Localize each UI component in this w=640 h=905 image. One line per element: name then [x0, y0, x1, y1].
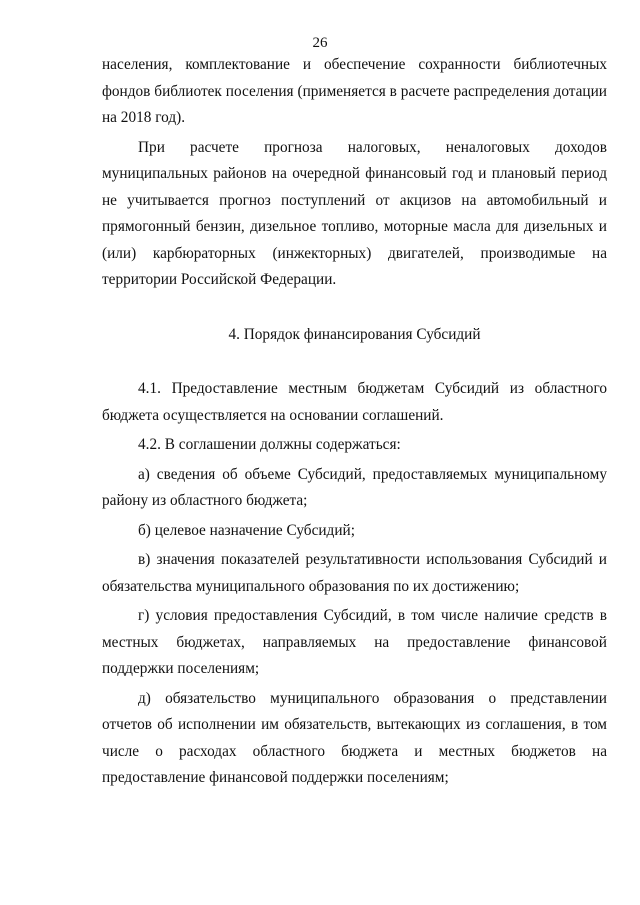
page-number: 26	[312, 35, 328, 51]
list-item-b: б) целевое назначение Субсидий;	[138, 521, 355, 539]
list-item-a: а) сведения об объеме Субсидий, предоставляемых муниципальному району из областного бюджета;	[102, 465, 607, 509]
paragraph-4-2: 4.2. В соглашении должны содержаться:	[138, 436, 401, 453]
list-item-g: г) условия предоставления Субсидий, в том числе наличие средств в местных бюджетах, направляемых на предоставление финансовой поддержки поселениям;	[102, 607, 607, 677]
section-heading: 4. Порядок финансирования Субсидий	[228, 325, 481, 343]
paragraph-continuation: населения, комплектование и обеспечение сохранности библиотечных фондов библиотек поселения (применяется в расчете распределения дотации на 2018 год).	[102, 56, 607, 126]
paragraph-forecast-note: При расчете прогноза налоговых, неналоговых доходов муниципальных районов на очередной финансовый год и плановый период не учитывается прогноз поступлений от акцизов на автомобильный и прямогонный бензин, дизельное топливо, моторные масла для дизельных и (или) карбюраторных (инжекторных) двигателей, производимые на территории Российской Федерации.	[102, 138, 607, 288]
document-body	[102, 52, 607, 795]
list-item-d: д) обязательство муниципального образования о представлении отчетов об исполнении им обязательств, вытекающих из соглашения, в том числе о расходах областного бюджета и местных бюджетов на предоставление финансовой поддержки поселениям;	[102, 689, 607, 786]
paragraph-4-1: 4.1. Предоставление местным бюджетам Субсидий из областного бюджета осуществляется на основании соглашений.	[102, 380, 607, 424]
list-item-v: в) значения показателей результативности использования Субсидий и обязательства муниципального образования по их достижению;	[102, 551, 607, 595]
